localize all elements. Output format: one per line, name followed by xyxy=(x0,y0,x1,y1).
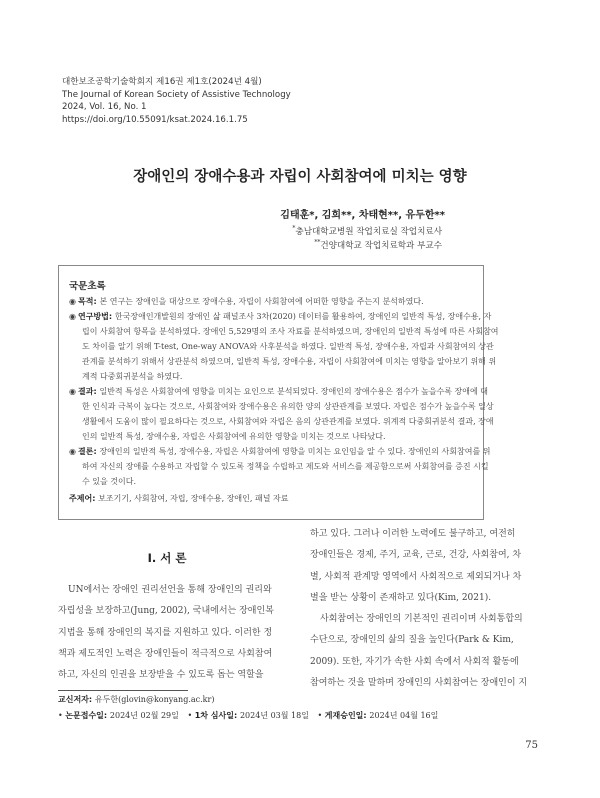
affiliation-2 xyxy=(314,239,442,251)
date-item: • 게재승인일: 2024년 04월 16일 xyxy=(317,711,439,720)
abstract-results: ◉ 결과: 일반적 특성은 사회참여에 영향을 미치는 요인으로 분석되었다. 장애인의 장애수용은 점수가 높을수록 장애에 대 한 인식과 극복이 높다는 것으로, 사회참여와 장애수용은 유의한 양의 상관관계를 보였다. 자립은 점수가 높을수록 일상 생활에서 도움이 많이 필요하다는 것으로, 사회참여와 자립은 음의 상관관계를 보였다. 위계적 다중회귀분석 결과, 장애 인의 일반적 특성, 장애수용, 자립은 사회참여에 유의한 영향을 미치는 것으로 나타났다. xyxy=(69,384,471,444)
affiliation-mark: ** xyxy=(314,239,321,247)
correspondence-note: 교신저자: 유두한(glovin@konyang.ac.kr) xyxy=(58,695,215,704)
affiliation-text: 충남대학교병원 작업치료실 작업치료사 xyxy=(295,227,442,237)
abstract-purpose: ◉ 목적: 본 연구는 장애인을 대상으로 장애수용, 자립이 사회참여에 어떠한 영향을 주는지 분석하였다. xyxy=(69,294,471,309)
abstract-box xyxy=(58,265,499,520)
body-line: 하고, 자신의 인권을 보장받을 수 있도록 돕는 역할을 xyxy=(58,670,264,681)
abstract-label: 결과 xyxy=(78,387,94,396)
keywords: 주제어: 보조기기, 사회참여, 자립, 장애수용, 장애인, 패널 자료 xyxy=(69,494,289,503)
abstract-line: 한국장애인개발원의 장애인 삶 패널조사 3차(2020) 데이터를 활용하여, 장애인의 일반적 특성, 장애수용, 자 xyxy=(114,312,492,321)
page-number: 75 xyxy=(525,740,538,751)
abstract-line: 일반적 특성은 사회참여에 영향을 미치는 요인으로 분석되었다. 장애인의 장애수용은 점수가 높을수록 장애에 대 xyxy=(99,387,488,396)
body-line: 하고 있다. 그러나 이러한 노력에도 불구하고, 여전히 xyxy=(310,529,516,539)
author-list: 김태훈*, 김희**, 차태현**, 유두한** xyxy=(280,210,445,221)
body-column-right xyxy=(310,524,545,694)
abstract-line: 관계를 분석하기 위해서 상관분석 하였으며, 일반적 특성, 장애수용, 자립이 사회참여에 미치는 영향을 알아보기 위해 위 xyxy=(82,357,497,366)
body-line: 지법을 통해 장애인의 복지를 지원하고 있다. 이러한 정 xyxy=(58,627,273,638)
abstract-line: 계적 다중회귀분석을 하였다. xyxy=(82,372,183,381)
journal-volume: 2024, Vol. 16, No. 1 xyxy=(62,102,147,113)
abstract-line: 본 연구는 장애인을 대상으로 장애수용, 자립이 사회참여에 어떠한 영향을 주는지 분석하였다. xyxy=(99,297,424,306)
abstract-line: 생활에서 도움이 많이 필요하다는 것으로, 사회참여와 자립은 음의 상관관계를 보였다. 위계적 다중회귀분석 결과, 장애 xyxy=(82,417,494,426)
body-column-left xyxy=(58,580,288,686)
date-item: • 논문접수일: 2024년 02월 29일 xyxy=(58,711,179,720)
abstract-line: 하여 자신의 장애를 수용하고 자립할 수 있도록 정책을 수립하고 제도와 서비스를 제공함으로써 사회참여를 증진 시킬 xyxy=(82,462,489,471)
bullet-icon: ◉ xyxy=(69,297,76,306)
body-line: 책과 제도적인 노력은 장애인들이 적극적으로 사회참여 xyxy=(58,648,273,659)
abstract-label: 결론 xyxy=(78,447,94,456)
body-line: 사회참여는 장애인의 기본적인 권리이며 사회통합의 xyxy=(320,614,523,625)
date-item: • 1차 심사일: 2024년 03월 18일 xyxy=(187,711,309,720)
bullet-icon: ◉ xyxy=(69,447,76,456)
journal-header xyxy=(62,76,291,126)
affiliation-1 xyxy=(292,225,442,237)
abstract-line: 립이 사회참여 항목을 분석하였다. 장애인 5,529명의 조사 자료를 분석하였으며, 장애인의 일반적 특성에 따른 사회참여 xyxy=(82,327,499,336)
body-line: 2009). 또한, 자기가 속한 사회 속에서 사회적 활동에 xyxy=(310,656,519,667)
body-line: 별을 받는 상황이 존재하고 있다(Kim, 2021). xyxy=(310,592,492,603)
doi-link[interactable]: https://doi.org/10.55091/ksat.2024.16.1.75 xyxy=(62,114,248,125)
abstract-label: 연구방법 xyxy=(78,312,109,321)
abstract-line: 한 인식과 극복이 높다는 것으로, 사회참여와 장애수용은 유의한 양의 상관관계를 보였다. 자립은 점수가 높을수록 일상 xyxy=(82,402,494,411)
submission-dates xyxy=(58,710,438,721)
keywords-text: 보조기기, 사회참여, 자립, 장애수용, 장애인, 패널 자료 xyxy=(98,494,289,503)
keywords-label: 주제어 xyxy=(69,494,93,503)
correspondence-label: 교신저자 xyxy=(58,695,89,704)
abstract-label: 목적 xyxy=(78,297,94,306)
section-heading: I. 서 론 xyxy=(147,551,187,565)
abstract-line: 도 차이를 알기 위해 T-test, One-way ANOVA와 사후분석을 하였다. 일반적 특성, 장애수용, 자립과 사회참여의 상관 xyxy=(82,342,494,351)
abstract-conclusion: ◉ 결론: 장애인의 일반적 특성, 장애수용, 자립은 사회참여에 영향을 미치는 요인임을 알 수 있다. 장애인의 사회참여를 위 하여 자신의 장애를 수용하고 자립할 수 있도록 정책을 수립하고 제도와 서비스를 제공함으로써 사회참여를 증진 시킬 수 있을 것이다. xyxy=(69,444,471,489)
bullet-icon: ◉ xyxy=(69,387,76,396)
affiliation-mark: * xyxy=(292,225,296,233)
abstract-heading: 국문초록 xyxy=(69,281,106,292)
body-line: 수단으로, 장애인의 삶의 질을 높인다(Park & Kim, xyxy=(310,635,514,646)
journal-title-english: The Journal of Korean Society of Assistive Technology xyxy=(62,89,291,100)
abstract-method: ◉ 연구방법: 한국장애인개발원의 장애인 삶 패널조사 3차(2020) 데이터를 활용하여, 장애인의 일반적 특성, 장애수용, 자 립이 사회참여 항목을 분석하였다. 장애인 5,529명의 조사 자료를 분석하였으며, 장애인의 일반적 특성에 따른 사회참여 도 차이를 알기 위해 T-test, One-way ANOVA와 사후분석을 하였다. 일반적 특성, 장애수용, 자립과 사회참여의 상관 관계를 분석하기 위해서 상관분석 하였으며, 일반적 특성, 장애수용, 자립이 사회참여에 미치는 영향을 알아보기 위해 위 계적 다중회귀분석을 하였다. xyxy=(69,309,471,384)
abstract-line: 인의 일반적 특성, 장애수용, 자립은 사회참여에 유의한 영향을 미치는 것으로 나타났다. xyxy=(82,432,386,441)
journal-title-korean: 대한보조공학기술학회지 제16권 제1호(2024년 4월) xyxy=(62,77,262,87)
paper-title: 장애인의 장애수용과 자립이 사회참여에 미치는 영향 xyxy=(133,169,467,185)
abstract-line: 장애인의 일반적 특성, 장애수용, 자립은 사회참여에 영향을 미치는 요인임을 알 수 있다. 장애인의 사회참여를 위 xyxy=(99,447,491,456)
body-line: 자립성을 보장하고(Jung, 2002), 국내에서는 장애인복 xyxy=(58,606,274,617)
body-line: 별, 사회적 관계망 영역에서 사회적으로 제외되거나 차 xyxy=(310,571,522,582)
footnote-divider xyxy=(58,690,188,691)
correspondence-email[interactable]: 유두한(glovin@konyang.ac.kr) xyxy=(94,695,215,704)
bullet-icon: ◉ xyxy=(69,312,76,321)
body-line: 장애인들은 경제, 주거, 교육, 근로, 건강, 사회참여, 차 xyxy=(310,550,522,561)
body-line: UN에서는 장애인 권리선언을 통해 장애인의 권리와 xyxy=(68,585,272,595)
abstract-line: 수 있을 것이다. xyxy=(82,477,136,486)
body-line: 참여하는 것을 말하며 장애인의 사회참여는 장애인이 지 xyxy=(310,678,528,689)
affiliation-text: 건양대학교 작업치료학과 부교수 xyxy=(320,241,442,251)
